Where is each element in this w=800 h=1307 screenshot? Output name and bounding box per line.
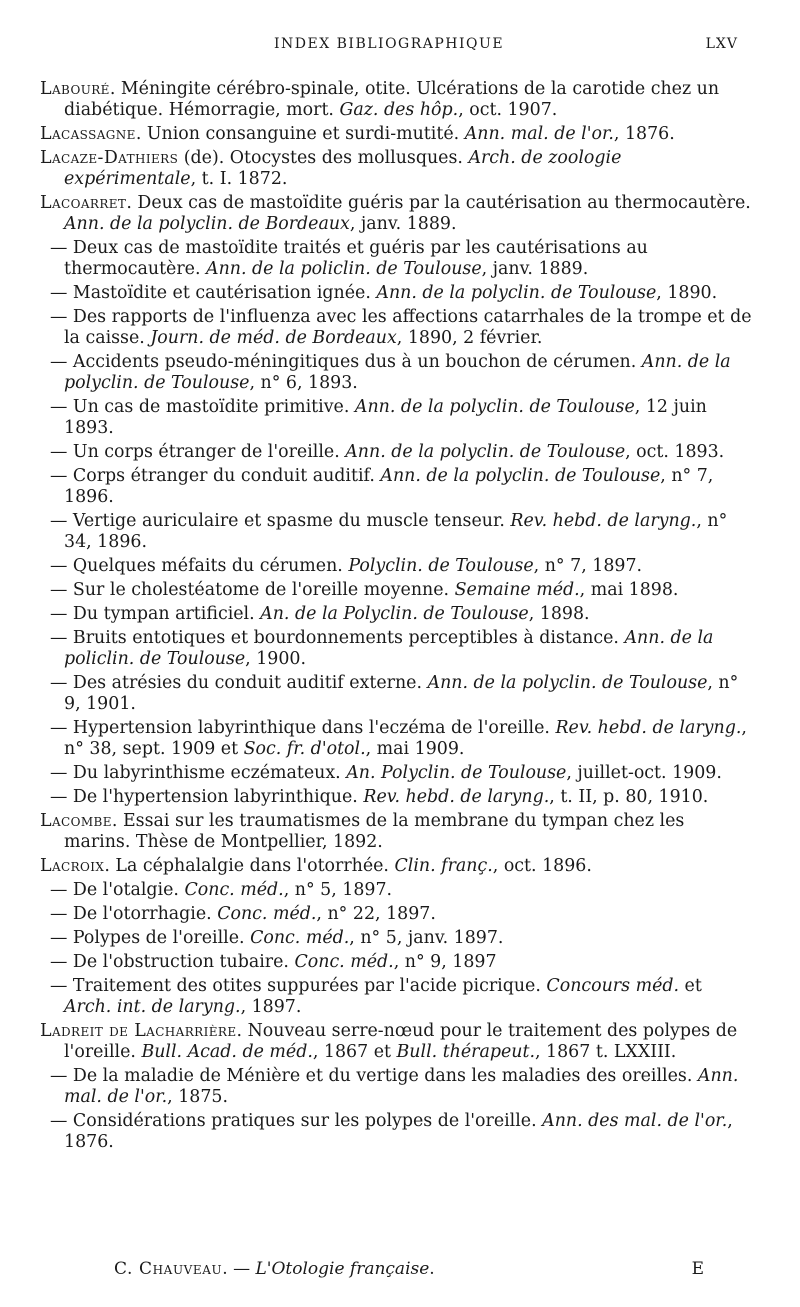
bibliography-entry — [50, 763, 752, 784]
bibliography-entry — [50, 1111, 752, 1153]
entry-details: , n° 5, janv. 1897. — [349, 928, 504, 948]
entry-author: Ladreit de Lacharrière — [40, 1021, 237, 1041]
entry-source: Ann. de la polyclin. de Toulouse — [380, 466, 661, 486]
bibliography-entry — [40, 148, 752, 190]
entry-details: , n° 6, 1893. — [249, 373, 358, 393]
ditto-dash: — — [50, 556, 68, 576]
entry-source: Ann. de la polyclin. de Toulouse — [427, 673, 708, 693]
ditto-dash: — — [50, 1111, 68, 1131]
entry-text: Un corps étranger de l'oreille. — [72, 442, 346, 462]
entry-author: Lacoarret — [40, 193, 127, 213]
entry-source-secondary: Arch. int. de laryng. — [64, 997, 241, 1017]
entry-source-secondary: Bull. thérapeut. — [396, 1042, 535, 1062]
ditto-dash: — — [50, 307, 68, 327]
entry-text: Du tympan artificiel. — [72, 604, 261, 624]
entry-text: Polypes de l'oreille. — [72, 928, 251, 948]
bibliography-entry — [50, 238, 752, 280]
entry-details: , janv. 1889. — [481, 259, 589, 279]
page-footer — [0, 1259, 800, 1285]
entry-details: , juillet-oct. 1909. — [566, 763, 722, 783]
entry-details: , n° 5, 1897. — [283, 880, 393, 900]
ditto-dash: — — [50, 1066, 68, 1086]
bibliography-entry — [50, 952, 752, 973]
bibliography-entry — [40, 124, 752, 145]
entry-details-secondary: , mai 1909. — [365, 739, 465, 759]
entry-source: Ann. mal. de l'or. — [64, 1066, 739, 1107]
entry-details: , n° 9, 1897 — [393, 952, 497, 972]
entry-text: Sur le cholestéatome de l'oreille moyenne. — [72, 580, 455, 600]
entry-source: Rev. hebd. de laryng. — [555, 718, 742, 738]
entry-source: Semaine méd. — [454, 580, 580, 600]
entry-text: . Union consanguine et surdi-mutité. — [135, 124, 465, 144]
entry-details: , 1867 et — [312, 1042, 397, 1062]
entry-source: An. de la Polyclin. de Toulouse — [260, 604, 529, 624]
entry-source: An. Polyclin. de Toulouse — [346, 763, 567, 783]
bibliography-entry — [50, 880, 752, 901]
bibliography-entry — [50, 511, 752, 553]
entry-source: Conc. méd. — [250, 928, 350, 948]
entry-source: Ann. de la polyclin. de Toulouse — [354, 397, 635, 417]
ditto-dash: — — [50, 763, 68, 783]
ditto-dash: — — [50, 952, 68, 972]
ditto-dash: — — [50, 976, 68, 996]
entry-details: , 1890, 2 février. — [396, 328, 543, 348]
bibliography-entry — [50, 307, 752, 349]
bibliography-entry — [50, 928, 752, 949]
footer-signature — [114, 1259, 435, 1279]
entry-details: , 1876. — [613, 124, 675, 144]
entry-details-secondary: , 1897. — [240, 997, 302, 1017]
bibliography-entry — [40, 811, 752, 853]
entry-details: , 1898. — [528, 604, 590, 624]
entry-source: Ann. de la polyclin. de Toulouse — [64, 352, 731, 393]
bibliography-entry — [50, 904, 752, 925]
entry-source: Gaz. des hôp. — [339, 100, 459, 120]
entry-source: Conc. méd. — [217, 904, 317, 924]
entry-details: , t. II, p. 80, 1910. — [549, 787, 709, 807]
entry-text: . Nouveau serre-nœud pour le traitement des polypes de l'oreille. — [64, 1021, 738, 1062]
entry-source: Ann. de la policlin. de Toulouse — [64, 628, 714, 669]
entry-text: Des rapports de l'influenza avec les affections catarrhales de la trompe et de la caisse. — [64, 307, 752, 348]
entry-source: Polyclin. de Toulouse — [348, 556, 534, 576]
entry-details: , oct. 1893. — [625, 442, 725, 462]
entry-text: Du labyrinthisme eczémateux. — [72, 763, 347, 783]
entry-details: , 1876. — [64, 1111, 733, 1152]
entry-text: . Deux cas de mastoïdite guéris par la cautérisation au thermocautère. — [126, 193, 751, 213]
entry-source: Conc. méd. — [184, 880, 284, 900]
entry-source: Clin. franç. — [394, 856, 493, 876]
entry-text: Hypertension labyrinthique dans l'eczéma de l'oreille. — [72, 718, 556, 738]
entry-details: , n° 22, 1897. — [316, 904, 436, 924]
bibliography-entry — [50, 352, 752, 394]
entry-text: Traitement des otites suppurées par l'acide picrique. — [72, 976, 547, 996]
entry-source: Rev. hebd. de laryng. — [510, 511, 697, 531]
entry-source: Ann. des mal. de l'or. — [542, 1111, 728, 1131]
entry-details: , n° 38, sept. 1909 et — [64, 718, 747, 759]
entry-source: Concours méd. — [546, 976, 680, 996]
ditto-dash: — — [50, 283, 68, 303]
entry-source: Journ. de méd. de Bordeaux — [150, 328, 397, 348]
entry-details: , n° 7, 1896. — [64, 466, 714, 507]
entry-text: Considérations pratiques sur les polypes de l'oreille. — [72, 1111, 543, 1131]
entry-source: Arch. de zoologie expérimentale — [64, 148, 622, 189]
entry-details: , 1890. — [656, 283, 718, 303]
footer-title: L'Otologie française — [255, 1259, 430, 1279]
bibliography-entry — [50, 397, 752, 439]
header-title: INDEX BIBLIOGRAPHIQUE — [274, 36, 505, 52]
ditto-dash: — — [50, 466, 68, 486]
entry-text: Quelques méfaits du cérumen. — [72, 556, 349, 576]
entry-source: Rev. hebd. de laryng. — [363, 787, 550, 807]
bibliography-entry — [50, 556, 752, 577]
entry-text: De l'hypertension labyrinthique. — [72, 787, 364, 807]
entry-author: Lacaze-Dathiers — [40, 148, 179, 168]
ditto-dash: — — [50, 628, 68, 648]
entry-details: , n° 7, 1897. — [533, 556, 643, 576]
entry-text: Des atrésies du conduit auditif externe. — [72, 673, 428, 693]
ditto-dash: — — [50, 673, 68, 693]
ditto-dash: — — [50, 904, 68, 924]
entry-details: , mai 1898. — [579, 580, 679, 600]
entry-text: . Méningite cérébro-spinale, otite. Ulcérations de la carotide chez un diabétique. Hémorragie, mort. — [64, 79, 720, 120]
bibliography-entry — [50, 580, 752, 601]
entry-text: Corps étranger du conduit auditif. — [72, 466, 381, 486]
entry-text: . Essai sur les traumatismes de la membrane du tympan chez les marins. Thèse de Montpellier, 1892. — [64, 811, 685, 852]
entry-source: Ann. de la polyclin. de Toulouse — [345, 442, 626, 462]
entry-author: Lacombe — [40, 811, 112, 831]
bibliography-entry — [50, 628, 752, 670]
ditto-dash: — — [50, 238, 68, 258]
entry-text: Bruits entotiques et bourdonnements perceptibles à distance. — [72, 628, 625, 648]
entry-text: De l'obstruction tubaire. — [72, 952, 295, 972]
entry-details: , 12 juin 1893. — [64, 397, 707, 438]
entry-source: Ann. mal. de l'or. — [464, 124, 614, 144]
ditto-dash: — — [50, 397, 68, 417]
bibliography-entry — [40, 1021, 752, 1063]
entry-text: . La céphalalgie dans l'otorrhée. — [104, 856, 395, 876]
entry-text: De la maladie de Ménière et du vertige dans les maladies des oreilles. — [72, 1066, 698, 1086]
bibliography-entry — [50, 604, 752, 625]
signature-letter: E — [691, 1259, 704, 1279]
ditto-dash: — — [50, 880, 68, 900]
entry-details: , t. I. 1872. — [190, 169, 288, 189]
entry-details: , n° 34, 1896. — [64, 511, 728, 552]
bibliography-entry — [40, 193, 752, 235]
entry-author: Lacroix — [40, 856, 105, 876]
running-header — [0, 36, 800, 60]
entry-details: , 1875. — [167, 1087, 229, 1107]
bibliography-entry — [50, 1066, 752, 1108]
entry-text: (de). Otocystes des mollusques. — [178, 148, 469, 168]
ditto-dash: — — [50, 352, 68, 372]
entry-source: Ann. de la policlin. de Toulouse — [206, 259, 482, 279]
entry-details: , n° 9, 1901. — [64, 673, 739, 714]
entry-text: Accidents pseudo-méningitiques dus à un bouchon de cérumen. — [72, 352, 642, 372]
entry-text: Un cas de mastoïdite primitive. — [72, 397, 355, 417]
ditto-dash: — — [50, 511, 68, 531]
ditto-dash: — — [50, 580, 68, 600]
entry-details: , oct. 1907. — [458, 100, 558, 120]
bibliography-entry — [50, 283, 752, 304]
ditto-dash: — — [50, 718, 68, 738]
entry-details: , janv. 1889. — [349, 214, 457, 234]
entry-text: Vertige auriculaire et spasme du muscle tenseur. — [72, 511, 511, 531]
entry-text: De l'otalgie. — [72, 880, 185, 900]
entry-details: , 1900. — [245, 649, 307, 669]
bibliography-entry — [40, 856, 752, 877]
bibliography-entry — [40, 79, 752, 121]
entry-details: et — [679, 976, 702, 996]
bibliography-entry — [50, 673, 752, 715]
footer-author: C. Chauveau — [114, 1259, 223, 1279]
entry-source: Ann. de la polyclin. de Toulouse — [376, 283, 657, 303]
bibliography-entries — [0, 79, 800, 1156]
entry-details-secondary: , 1867 t. LXXIII. — [535, 1042, 677, 1062]
ditto-dash: — — [50, 442, 68, 462]
footer-end: . — [429, 1259, 435, 1279]
bibliography-entry — [50, 718, 752, 760]
entry-source: Ann. de la polyclin. de Bordeaux — [64, 214, 350, 234]
entry-source: Bull. Acad. de méd. — [141, 1042, 313, 1062]
entry-text: De l'otorrhagie. — [72, 904, 218, 924]
bibliography-entry — [50, 787, 752, 808]
ditto-dash: — — [50, 928, 68, 948]
entry-source: Conc. méd. — [294, 952, 394, 972]
entry-author: Labouré — [40, 79, 110, 99]
footer-separator: . — — [222, 1259, 256, 1279]
bibliography-entry — [50, 442, 752, 463]
ditto-dash: — — [50, 604, 68, 624]
entry-author: Lacassagne — [40, 124, 136, 144]
bibliography-entry — [50, 976, 752, 1018]
bibliography-entry — [50, 466, 752, 508]
entry-source-secondary: Soc. fr. d'otol. — [243, 739, 366, 759]
entry-text: Deux cas de mastoïdite traités et guéris par les cautérisations au thermocautère. — [64, 238, 648, 279]
ditto-dash: — — [50, 787, 68, 807]
entry-details: , oct. 1896. — [492, 856, 592, 876]
page-number: LXV — [705, 36, 738, 52]
entry-text: Mastoïdite et cautérisation ignée. — [72, 283, 377, 303]
